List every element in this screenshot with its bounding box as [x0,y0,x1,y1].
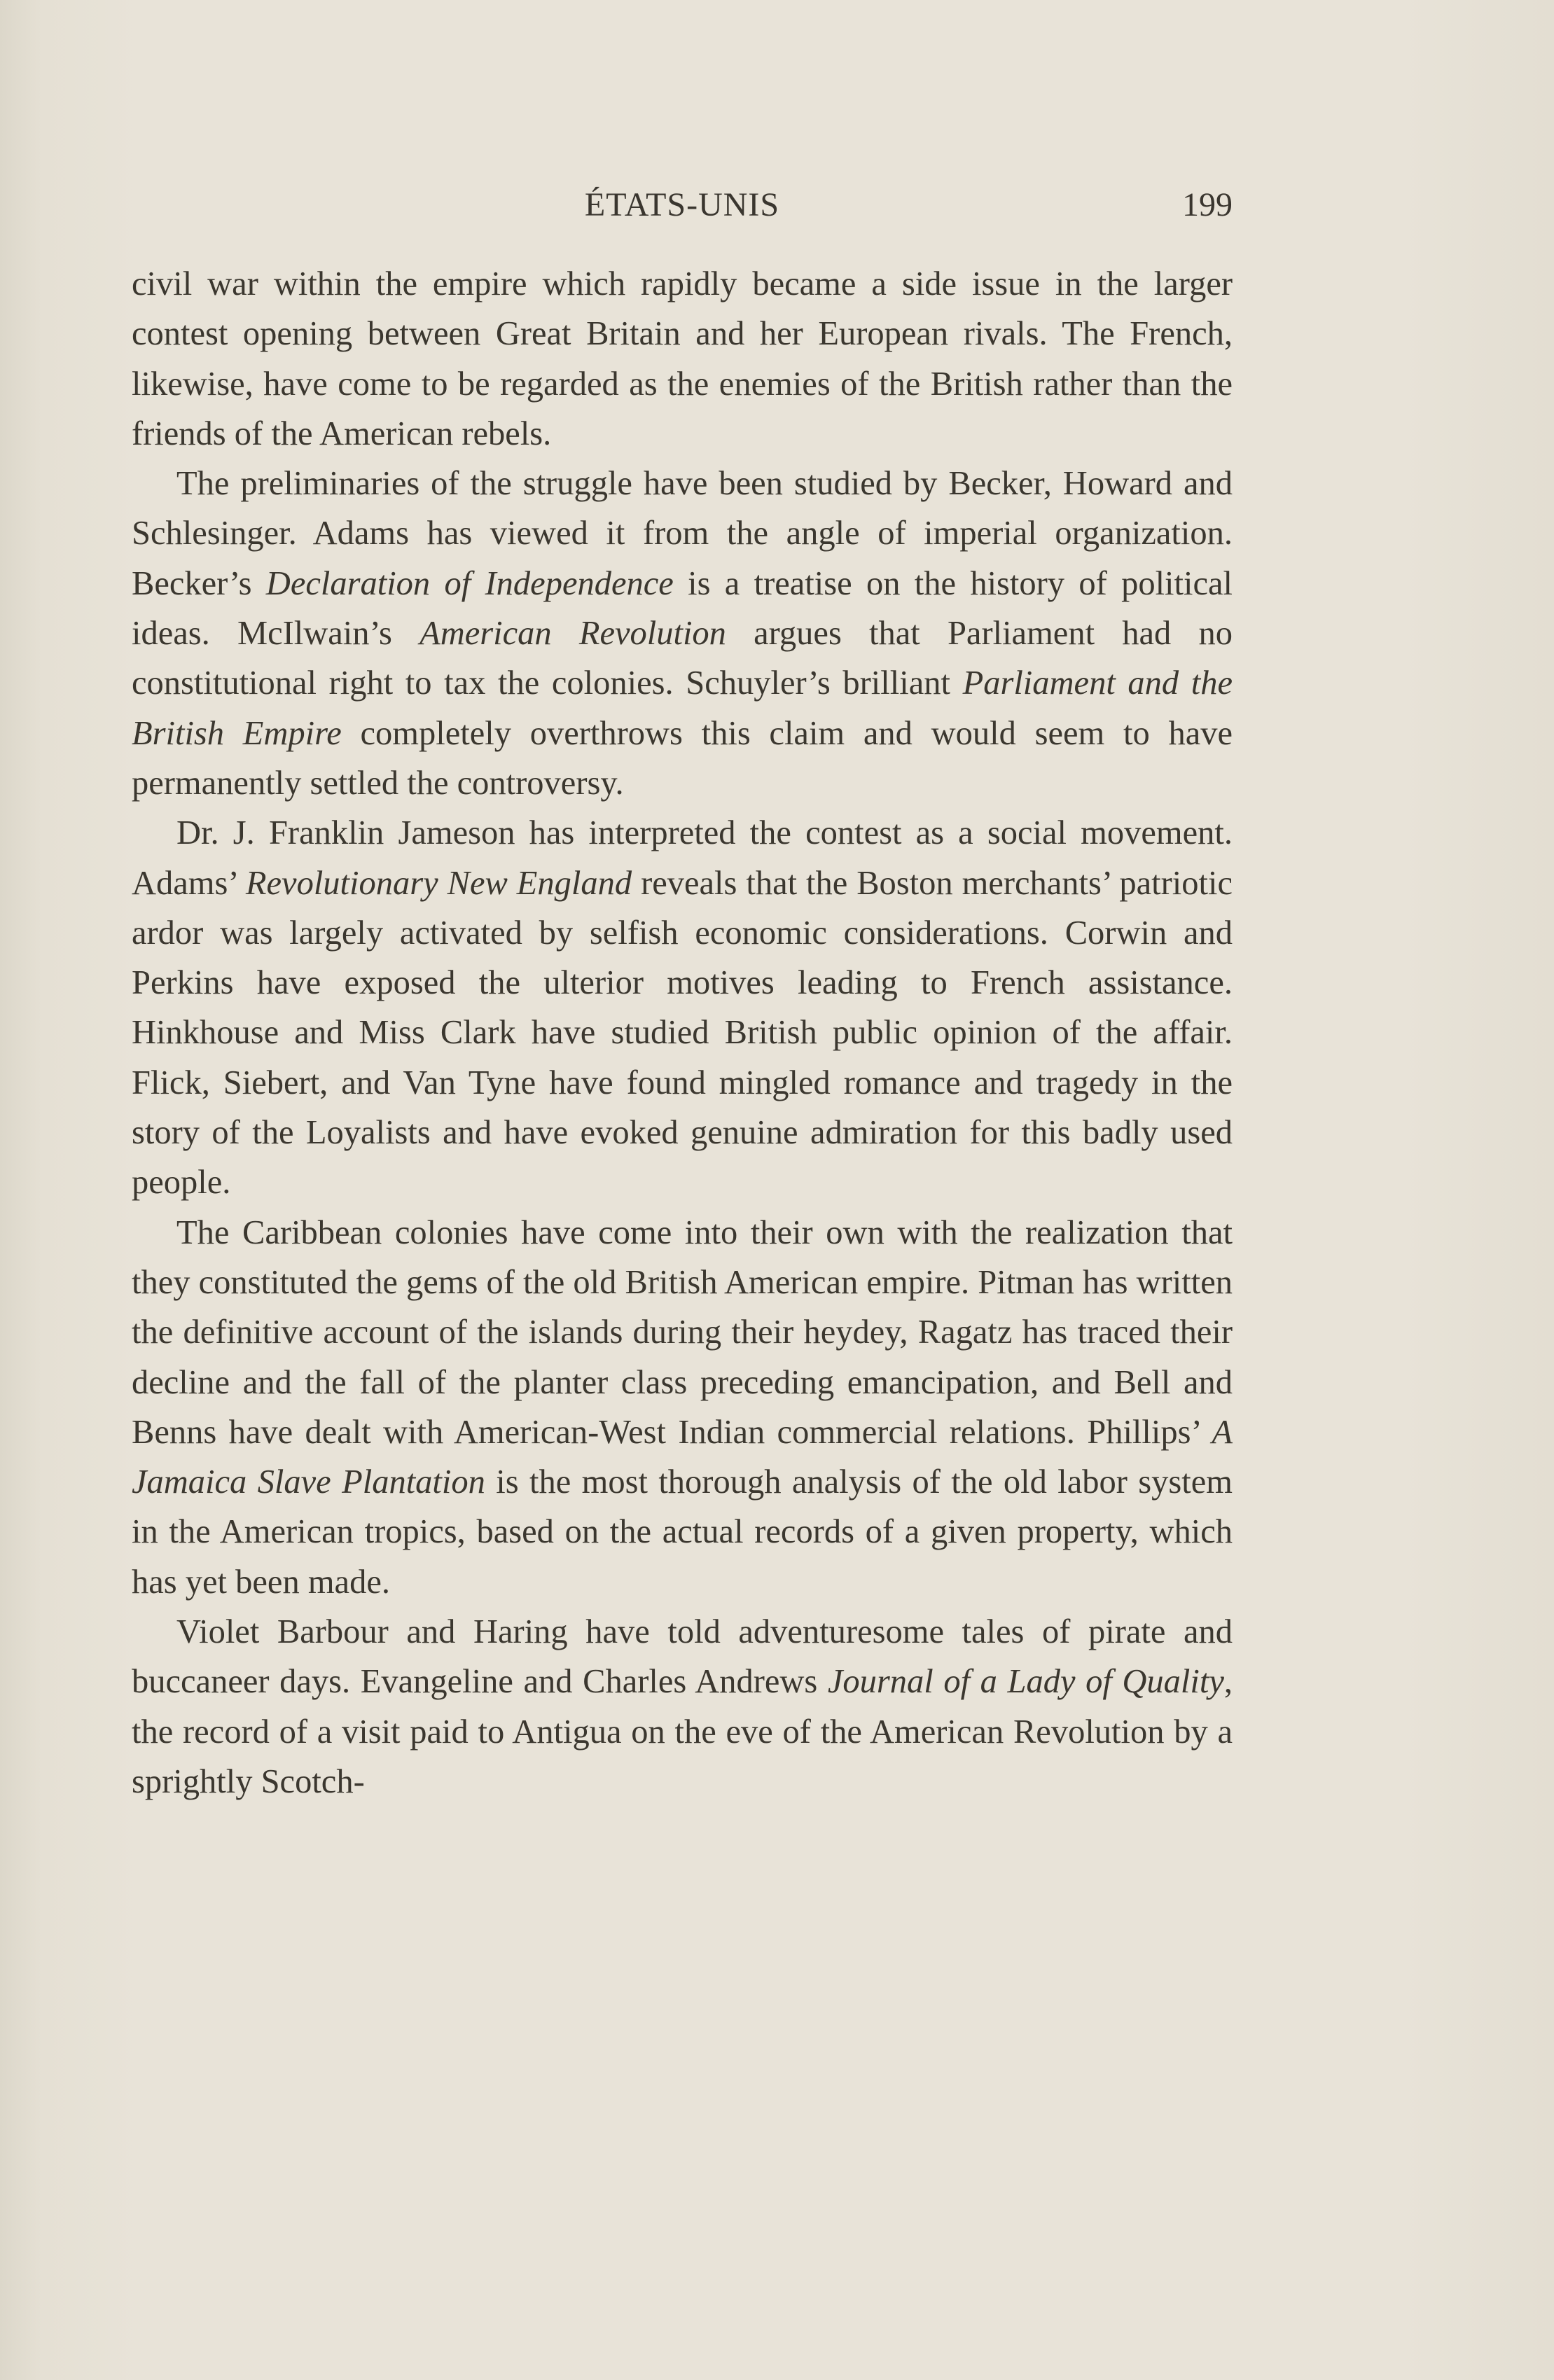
text-run: Dr. J. Franklin Jameson has interpreted the contest as a social movement. Adams’ [132,814,1233,902]
text-run: civil war within the empire which rapidly became a side issue in the larger contest opening between Great Britain and her European rivals. The French, likewise, have come to be regarded as the enemies of the British rather than the friends of the American rebels. [132,265,1233,452]
paragraph-3 [132,808,1233,1207]
running-head [132,181,1233,230]
body-text [132,259,1233,1807]
paragraph-2 [132,459,1233,808]
text-run: is the most thorough analysis of the old labor system in the American tropics, based on the actual records of a given property, which has yet been made. [132,1463,1233,1601]
text-run: Violet Barbour and Haring have told adventuresome tales of pirate and buccaneer days. Evangeline and Charles Andrews [132,1613,1233,1701]
book-title-italic: Journal of a Lady of Quality [827,1663,1224,1701]
book-title-italic: Revolutionary New England [245,864,632,902]
paragraph-1 [132,259,1233,459]
book-title-italic: Declaration of Independence [265,564,674,602]
text-run: , the record of a visit paid to Antigua on the eve of the American Revolution by a sprightly Scotch- [132,1663,1233,1800]
paragraph-5 [132,1607,1233,1807]
text-run: The preliminaries of the struggle have been studied by Becker, Howard and Schlesinger. Adams has viewed it from the angle of imperial organization. Becker’s [132,465,1233,602]
running-title: ÉTATS-UNIS [584,186,780,223]
text-run: argues that Parliament had no constitutional right to tax the colonies. Schuyler’s brilliant [132,615,1233,702]
text-run: is a treatise on the history of political ideas. McIlwain’s [132,564,1233,653]
text-run: The Caribbean colonies have come into their own with the realization that they constituted the gems of the old British American empire. Pitman has written the definitive account of the islands during their heydey, Ragatz has traced their decline and the fall of the planter class preceding emancipation, and Bell and Benns have dealt with American-West Indian commercial relations. Phillips’ [132,1213,1233,1451]
book-title-italic: American Revolution [419,615,726,653]
paragraph-4 [132,1208,1233,1607]
text-run: completely overthrows this claim and would seem to have permanently settled the controversy. [132,714,1233,802]
book-title-italic: Parliament and the British Empire [132,664,1233,752]
page-number: 199 [1182,186,1233,223]
book-title-italic: A Jamaica Slave Plantation [132,1413,1233,1501]
text-run: reveals that the Boston merchants’ patriotic ardor was largely activated by selfish economic considerations. Corwin and Perkins have exposed the ulterior motives leading to French assistance. Hinkhouse and Miss Clark have studied British public opinion of the affair. Flick, Siebert, and Van Tyne have found mingled romance and tragedy in the story of the Loyalists and have evoked genuine admiration for this badly used people. [132,864,1233,1202]
